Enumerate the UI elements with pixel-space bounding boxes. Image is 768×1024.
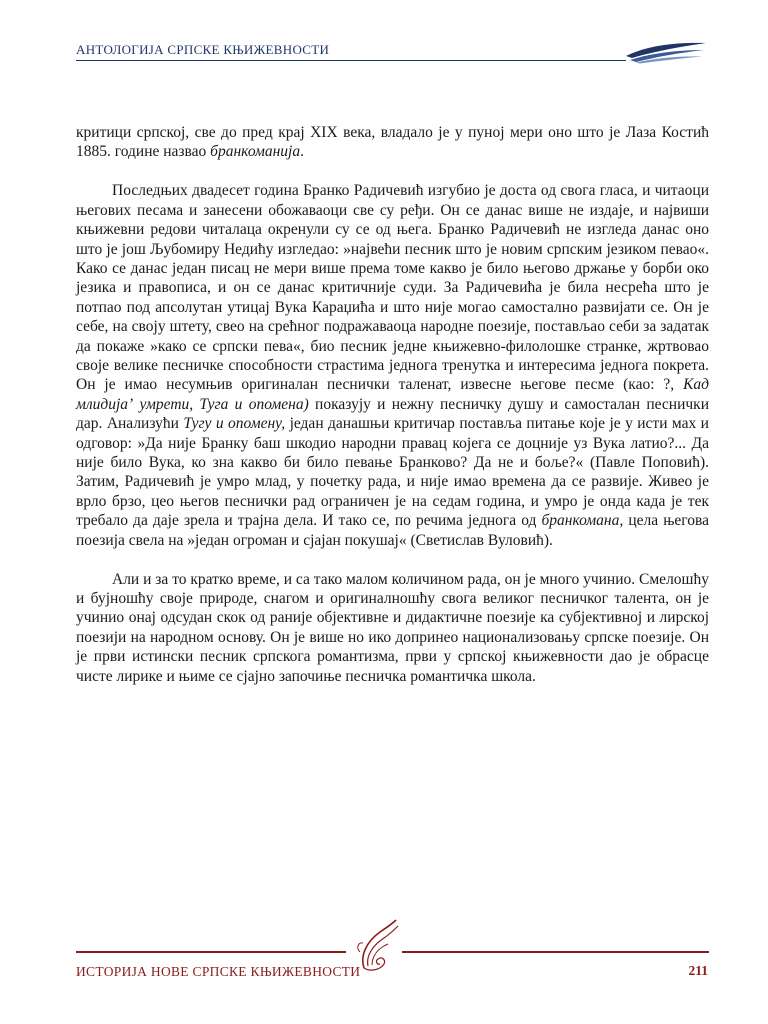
body-text — [76, 123, 709, 686]
p2-emphasis-2: Тугу и опомену, — [183, 415, 286, 433]
p2-text-1: Последњих двадесет година Бранко Радичевић изгубио је доста од свога гласа, и читаоци његових песама и занесени обожаваоци све су ређи. Он се данас више не издаје, и највиши књижевни редови читалаца окренули су се од њега. Бранко Радичевић не изгледа данас оно што је још Љубомиру Недићу изгледао: »највећи песник што је новим српским језиком певао«. Како се данас један писац не мери више према томе какво је било његово држање у борби око језика и правописа, и он се данас критичније суди. За Радичевића је била несрећа што је потпао под апсолутан утицај Вука Караџића и што није могао самостално развијати се. Он је себе, на своју штету, свео на срећног подражаваоца народне поезије, постављао себи за задатак да покаже »како се српски пева«, био песник једне књижевно-филолошке странке, жртвовао своје велике песничке способности страстима једнога тренутка и интересима једнога покрета. Он је имао несумњив оригиналан песнички таленат, извесне његове песме (као: ?, — [76, 182, 709, 394]
page-number: 211 — [688, 963, 708, 978]
footer-rule-left — [76, 951, 346, 953]
p2-text-2: показују и нежну песничку душу и самосталан песнички дар. Анализући — [76, 395, 709, 433]
p1-text-end: . — [300, 143, 304, 161]
p2-text-4: цела његова поезија свела на »један огроман и сјајан покушај« (Светислав Вуловић). — [76, 512, 710, 549]
paragraph-1 — [76, 123, 709, 162]
p2-emphasis-3: бранкомана, — [541, 512, 624, 530]
header-title: АНТОЛОГИЈА СРПСКЕ КЊИЖЕВНОСТИ — [76, 42, 330, 57]
footer-rule-right — [402, 951, 709, 953]
swoosh-ornament-icon — [622, 38, 708, 64]
p1-emphasis: бранкоманија — [210, 143, 301, 161]
p2-emphasis-1: Кад млидијаʼ умрети, Туга и опомена) — [76, 376, 709, 413]
header-rule — [76, 60, 626, 61]
paragraph-3: Али и за то кратко време, и са тако малом количином рада, он је много учинио. Смелошћу и бујношћу своје природе, снагом и оригиналношћу свога великог песничког талента, он је учинио онај одсудан скок од раније објективне и дидактичне поезије ка субјективној и лирској поезији на народном основу. Он је више но ико допринео национализовању српске поезије. Он је први истински песник српскога романтизма, први у српској књижевности дао је обрасце чисте лирике и њиме се сјајно започиње песничка романтичка школа. — [76, 570, 709, 685]
p2-text-3: један данашњи критичар поставља питање које је у исти мах и одговор: »Да није Бранку баш шкодио народни правац којега се доцније уз Вука латио?... Да није било Вука, ко зна какво би било певање Бранково? Да не и боље?« (Павле Поповић). Затим, Радичевић је умро млад, у почетку рада, и није имао времена да се развије. Живео је врло брзо, цео његов песнички рад ограничен је на седам година, и умро је онда када је тек требало да даје зрела и трајна дела. И тако се, по речима једнога од — [76, 415, 709, 530]
footer-title: ИСТОРИЈА НОВЕ СРПСКЕ КЊИЖЕВНОСТИ — [76, 964, 361, 979]
p1-text: критици српској, све до пред крај XIX века, владало је у пуној мери оно што је Лаза Костић 1885. године назвао — [76, 124, 709, 161]
paragraph-2 — [76, 181, 709, 550]
